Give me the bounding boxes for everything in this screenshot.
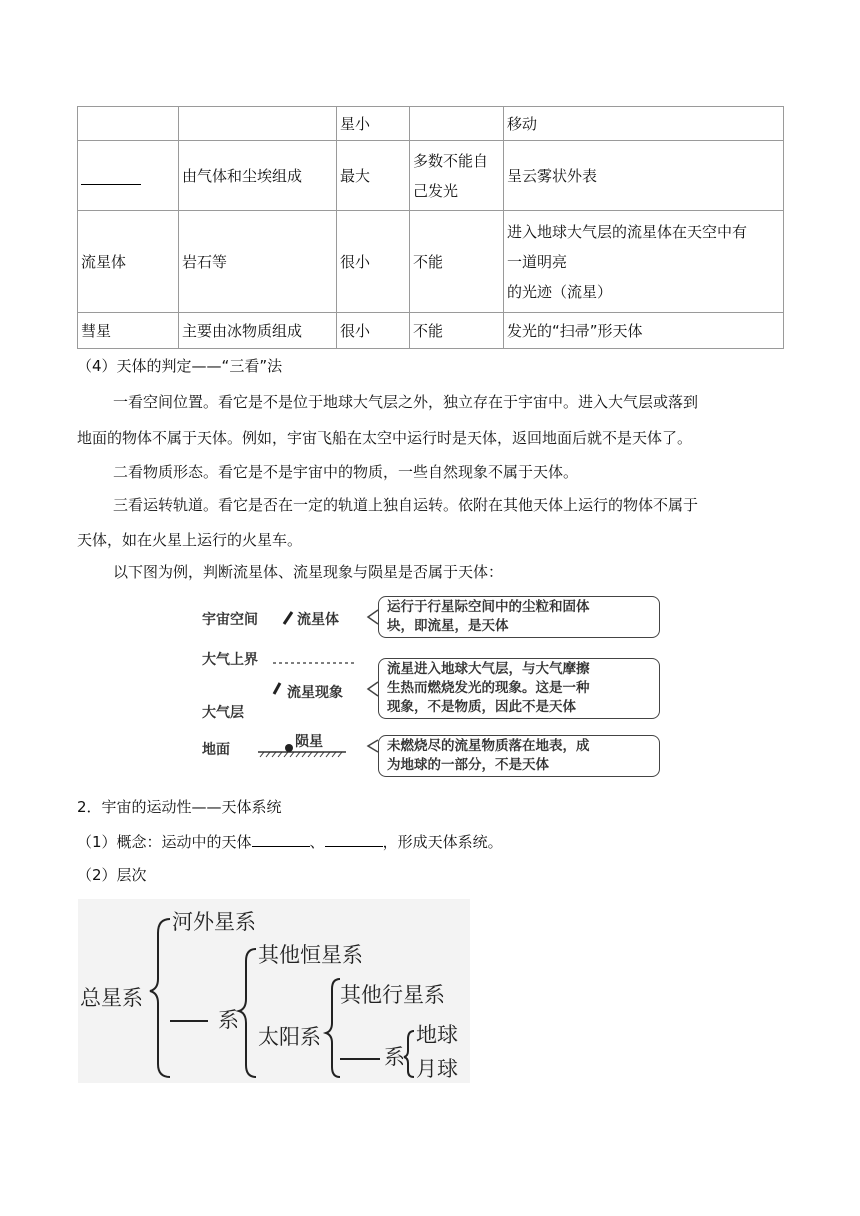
callout-line: 未燃烧尽的流星物质落在地表，成: [387, 738, 590, 754]
section-heading: 2．宇宙的运动性——天体系统: [77, 798, 282, 816]
concept-suffix: ，形成天体系统。: [382, 833, 503, 851]
brace-icon: [150, 919, 170, 1077]
table-row: [78, 313, 784, 349]
cell-line: 一道明亮: [507, 252, 568, 271]
answer-blank: [81, 168, 141, 185]
brace-icon: [326, 979, 340, 1077]
extragalactic-label: 河外星系: [172, 910, 256, 934]
paragraph: 三看运转轨道。看它是否在一定的轨道上独自运转。依附在其他天体上运行的物体不属于: [113, 496, 699, 514]
table-cell: 不能: [410, 211, 504, 313]
space-label: 宇宙空间: [202, 612, 258, 628]
section-heading: （2）层次: [77, 866, 147, 884]
earth-label: 地球: [416, 1023, 458, 1047]
table-cell: 很小: [337, 211, 410, 313]
meteorite-label: 陨星: [295, 734, 323, 750]
root-galaxy-label: 总星系: [80, 986, 143, 1010]
upper-atmosphere-label: 大气上界: [202, 652, 258, 668]
paragraph: 地面的物体不属于天体。例如，宇宙飞船在太空中运行时是天体，返回地面后就不是天体了。: [77, 429, 693, 447]
cell-line: 多数不能自: [413, 151, 489, 170]
table-row: [78, 107, 784, 141]
answer-blank: [325, 832, 383, 847]
meteorite-dot: [285, 744, 293, 752]
callout-pointer: [368, 610, 378, 624]
earth-moon-system-label: 系: [384, 1045, 405, 1069]
other-planets-label: 其他行星系: [340, 983, 445, 1007]
table-row: [78, 211, 784, 313]
answer-blank: [252, 832, 310, 847]
paragraph: 一看空间位置。看它是不是位于地球大气层之外，独立存在于宇宙中。进入大气层或落到: [113, 393, 699, 411]
solar-system-label: 太阳系: [258, 1025, 321, 1049]
cell-line: 己发光: [413, 181, 459, 200]
table-cell: 主要由冰物质组成: [179, 313, 337, 349]
paragraph: 二看物质形态。看它是不是宇宙中的物质，一些自然现象不属于天体。: [113, 463, 579, 481]
concept-line: [77, 831, 503, 853]
concept-separator: 、: [309, 833, 325, 851]
meteoroid-callout: [378, 596, 660, 638]
meteoroid-label: 流星体: [297, 612, 339, 628]
brace-icon: [239, 949, 256, 1077]
meteoroid-streak-icon: [284, 612, 292, 624]
atmosphere-label: 大气层: [202, 705, 244, 721]
table-cell: 由气体和尘埃组成: [179, 141, 337, 211]
table-cell: [78, 107, 179, 141]
cell-line: 进入地球大气层的流星体在天空中有: [507, 222, 748, 241]
callout-line: 块，即流星，是天体: [387, 618, 509, 634]
ground-label: 地面: [202, 742, 230, 758]
table-cell: 呈云雾状外表: [504, 141, 784, 211]
callout-line: 现象，不是物质，因此不是天体: [387, 699, 576, 715]
section-heading: （4）天体的判定——“三看”法: [77, 357, 283, 375]
table-cell: 彗星: [78, 313, 179, 349]
table-cell: 岩石等: [179, 211, 337, 313]
callout-line: 流星进入地球大气层，与大气摩擦: [387, 661, 590, 677]
meteor-label: 流星现象: [287, 685, 343, 701]
brace-icon: [404, 1031, 414, 1077]
cell-line: 的光迹（流星）: [507, 282, 613, 301]
table-cell: [410, 141, 504, 211]
table-cell: 流星体: [78, 211, 179, 313]
meteor-streak-icon: [274, 683, 280, 694]
callout-line: 生热而燃烧发光的现象。这是一种: [387, 680, 590, 696]
table-cell: 发光的“扫帚”形天体: [504, 313, 784, 349]
meteor-callout: [378, 658, 660, 719]
celestial-system-hierarchy: [78, 899, 470, 1083]
callout-pointer: [368, 682, 378, 696]
concept-prefix: （1）概念：运动中的天体: [77, 833, 252, 851]
table-cell: 很小: [337, 313, 410, 349]
table-cell: [504, 211, 784, 313]
moon-label: 月球: [416, 1057, 458, 1081]
callout-line: 为地球的一部分，不是天体: [387, 757, 549, 773]
blank-system-label: 系: [218, 1008, 239, 1032]
table-cell: 最大: [337, 141, 410, 211]
paragraph: 天体，如在火星上运行的火星车。: [77, 531, 303, 549]
meteor-diagram: [198, 594, 664, 784]
table-cell: [179, 107, 337, 141]
table-cell: 星小: [337, 107, 410, 141]
other-stars-label: 其他恒星系: [258, 943, 363, 967]
table-cell: 不能: [410, 313, 504, 349]
table-row: [78, 141, 784, 211]
meteorite-callout: [378, 735, 660, 777]
callout-line: 运行于行星际空间中的尘粒和固体: [387, 599, 590, 615]
paragraph: 以下图为例，判断流星体、流星现象与陨星是否属于天体：: [113, 563, 504, 581]
table-cell: 移动: [504, 107, 784, 141]
table-cell: [410, 107, 504, 141]
callout-pointer: [368, 740, 378, 752]
table-cell: [78, 141, 179, 211]
celestial-body-table: [77, 106, 784, 349]
